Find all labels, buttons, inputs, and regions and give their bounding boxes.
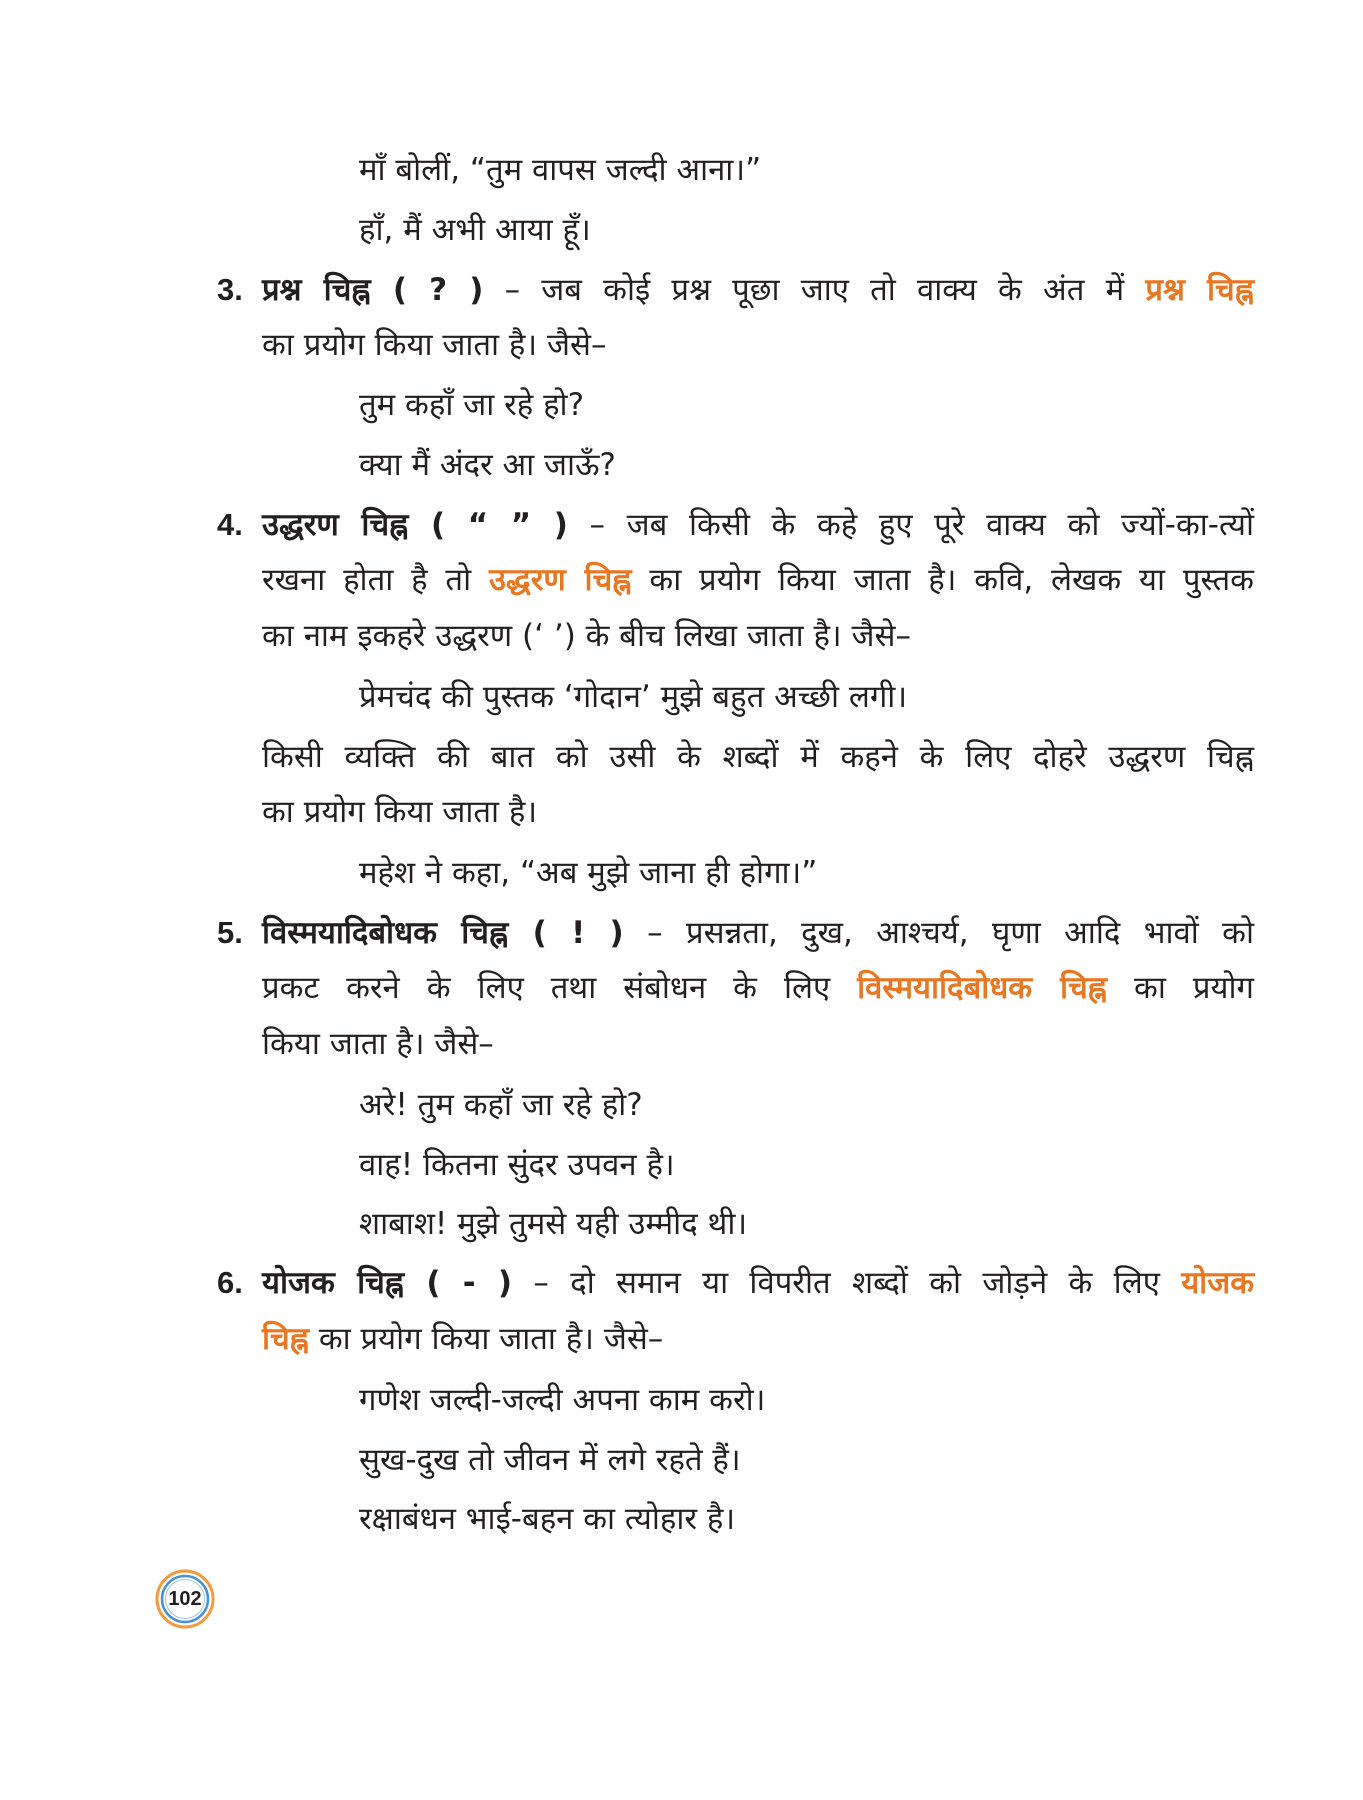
section-number: 3. [217,272,243,307]
section-heading: विस्मयादिबोधक चिह्न ( ! ) [262,915,624,951]
section-heading: प्रश्न चिह्न ( ? ) [262,272,484,308]
example-sentence: तुम कहाँ जा रहे हो? [359,387,585,423]
example-sentence: वाह! कितना सुंदर उपवन है। [359,1147,675,1183]
page-number-badge [154,1568,216,1630]
body-text: का प्रयोग किया जाता है। जैसे– [309,1321,664,1357]
body-text: का प्रयोग किया जाता है। कवि, लेखक या पुस्तक [631,562,1254,598]
example-sentence: शाबाश! मुझे तुमसे यही उम्मीद थी। [359,1206,748,1242]
section-4-para-line-2: का प्रयोग किया जाता है। [262,794,538,830]
example-sentence: रक्षाबंधन भाई-बहन का त्योहार है। [359,1501,736,1537]
highlighted-term: चिह्न [262,1321,309,1357]
section-4-line-1 [262,503,1254,547]
example-sentence: अरे! तुम कहाँ जा रहे हो? [359,1087,643,1123]
body-text: का प्रयोग [1107,970,1254,1006]
body-text: – दो समान या विपरीत शब्दों को जोड़ने के लिए [512,1265,1182,1301]
example-sentence: सुख-दुख तो जीवन में लगे रहते हैं। [359,1442,741,1478]
section-3-line-1 [262,268,1254,312]
highlighted-term: योजक [1181,1265,1255,1301]
section-4-line-3: का नाम इकहरे उद्धरण (‘ ’) के बीच लिखा जाता है। जैसे– [262,618,911,654]
section-heading: उद्धरण चिह्न ( “ ” ) [262,507,568,543]
example-sentence: महेश ने कहा, “अब मुझे जाना ही होगा।” [359,855,818,891]
section-4-para-line-1: किसी व्यक्ति की बात को उसी के शब्दों में कहने के लिए दोहरे उद्धरण चिह्न [262,739,1254,775]
section-number: 6. [217,1265,243,1300]
intro-example: माँ बोलीं, “तुम वापस जल्दी आना।” [359,152,762,188]
section-6-line-2 [262,1317,1254,1361]
highlighted-term: प्रश्न चिह्न [1145,272,1254,308]
section-5-line-1 [262,911,1254,955]
body-text: रखना होता है तो [262,562,489,598]
example-sentence: गणेश जल्दी-जल्दी अपना काम करो। [359,1382,766,1418]
section-4-line-2 [262,558,1254,602]
body-text: प्रकट करने के लिए तथा संबोधन के लिए [262,970,858,1006]
section-5-line-3: किया जाता है। जैसे– [262,1026,494,1062]
body-text: – प्रसन्नता, दुख, आश्चर्य, घृणा आदि भावों को [623,915,1254,951]
page-number: 102 [168,1588,202,1610]
section-6-line-1 [262,1261,1254,1305]
body-text: – जब कोई प्रश्न पूछा जाए तो वाक्य के अंत में [483,272,1146,308]
section-heading: योजक चिह्न ( - ) [262,1265,513,1301]
highlighted-term: उद्धरण चिह्न [488,562,632,598]
highlighted-term: विस्मयादिबोधक चिह्न [857,970,1108,1006]
example-sentence: क्या मैं अंदर आ जाऊँ? [359,447,616,483]
section-number: 4. [217,507,243,542]
body-text: – जब किसी के कहे हुए पूरे वाक्य को ज्यों-का-त्यों [567,507,1254,543]
example-sentence: प्रेमचंद की पुस्तक ‘गोदान’ मुझे बहुत अच्छी लगी। [359,679,908,715]
section-5-line-2 [262,966,1254,1010]
intro-example: हाँ, मैं अभी आया हूँ। [359,212,591,248]
section-number: 5. [217,915,243,950]
section-3-line-2: का प्रयोग किया जाता है। जैसे– [262,327,607,363]
